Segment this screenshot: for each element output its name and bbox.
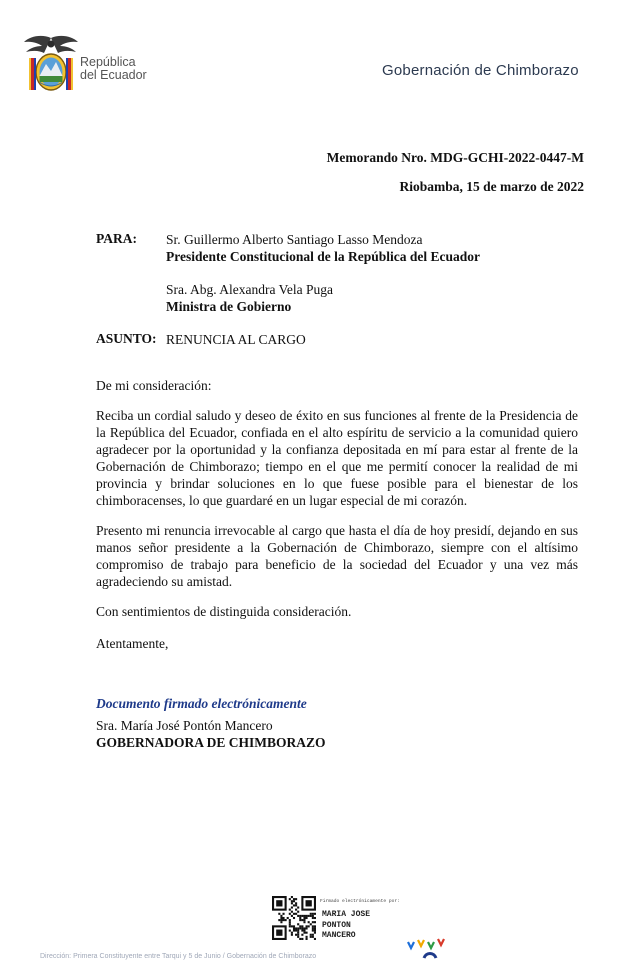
government-logo-icon bbox=[404, 936, 464, 960]
recipient-2-title: Ministra de Gobierno bbox=[166, 299, 292, 314]
governorate-title: Gobernación de Chimborazo bbox=[382, 62, 579, 79]
republic-line-1: República bbox=[80, 55, 136, 69]
signer-name: Sra. María José Pontón Mancero bbox=[96, 718, 273, 733]
esign-name bbox=[322, 910, 370, 942]
recipient-2-name: Sra. Abg. Alexandra Vela Puga bbox=[166, 282, 333, 297]
esign-label: Firmado electrónicamente por: bbox=[320, 899, 400, 904]
recipient-1 bbox=[166, 231, 480, 265]
electronic-signature-note: Documento firmado electrónicamente bbox=[96, 696, 307, 711]
valediction: Atentamente, bbox=[96, 636, 169, 651]
memo-number: Memorando Nro. MDG-GCHI-2022-0447-M bbox=[326, 150, 584, 165]
esign-line-1: MARIA JOSE bbox=[322, 910, 371, 919]
greeting: De mi consideración: bbox=[96, 378, 212, 393]
republic-wordmark bbox=[80, 56, 147, 82]
body-paragraph-1: Reciba un cordial saludo y deseo de éxito en sus funciones al frente de la Presidencia de la República del Ecuador, confiada en el alto espíritu de servicio a la comunidad quiero agradecer por la oportunidad y la confianza depositada en mí para estar al frente de la Gobernación de Chimborazo; tiempo en el que me permití conocer la realidad de mi provincia y brindar soluciones en lo que fuese posible para el bienestar de los chimboracenses, lo que guardaré en un lugar especial de mi corazón. bbox=[96, 408, 578, 508]
recipient-1-title: Presidente Constitucional de la República del Ecuador bbox=[166, 249, 481, 264]
body-paragraph-2: Presento mi renuncia irrevocable al cargo que hasta el día de hoy presidí, dejando en sus manos señor presidente a la Gobernación de Chimborazo, siempre con el altísimo compromiso de trabajo para beneficio de la sociedad del Ecuador y una vez más agradeciendo su amistad. bbox=[96, 523, 578, 589]
qr-code-icon bbox=[272, 896, 316, 940]
memo-place-date: Riobamba, 15 de marzo de 2022 bbox=[399, 179, 584, 194]
closing-line: Con sentimientos de distinguida consideración. bbox=[96, 604, 352, 619]
footer-address: Dirección: Primera Constituyente entre Tarqui y 5 de Junio / Gobernación de Chimborazo bbox=[40, 953, 317, 960]
recipient-2 bbox=[166, 281, 333, 315]
recipient-1-name: Sr. Guillermo Alberto Santiago Lasso Mendoza bbox=[166, 232, 423, 247]
asunto-label: ASUNTO: bbox=[96, 331, 157, 346]
coat-of-arms-icon bbox=[22, 34, 80, 96]
esign-line-2: PONTON bbox=[322, 920, 351, 930]
para-label: PARA: bbox=[96, 231, 137, 246]
republic-line-2: del Ecuador bbox=[80, 68, 147, 82]
esign-line-3: MANCERO bbox=[322, 931, 356, 940]
subject-text: RENUNCIA AL CARGO bbox=[166, 332, 306, 347]
signer-role: GOBERNADORA DE CHIMBORAZO bbox=[96, 735, 326, 750]
